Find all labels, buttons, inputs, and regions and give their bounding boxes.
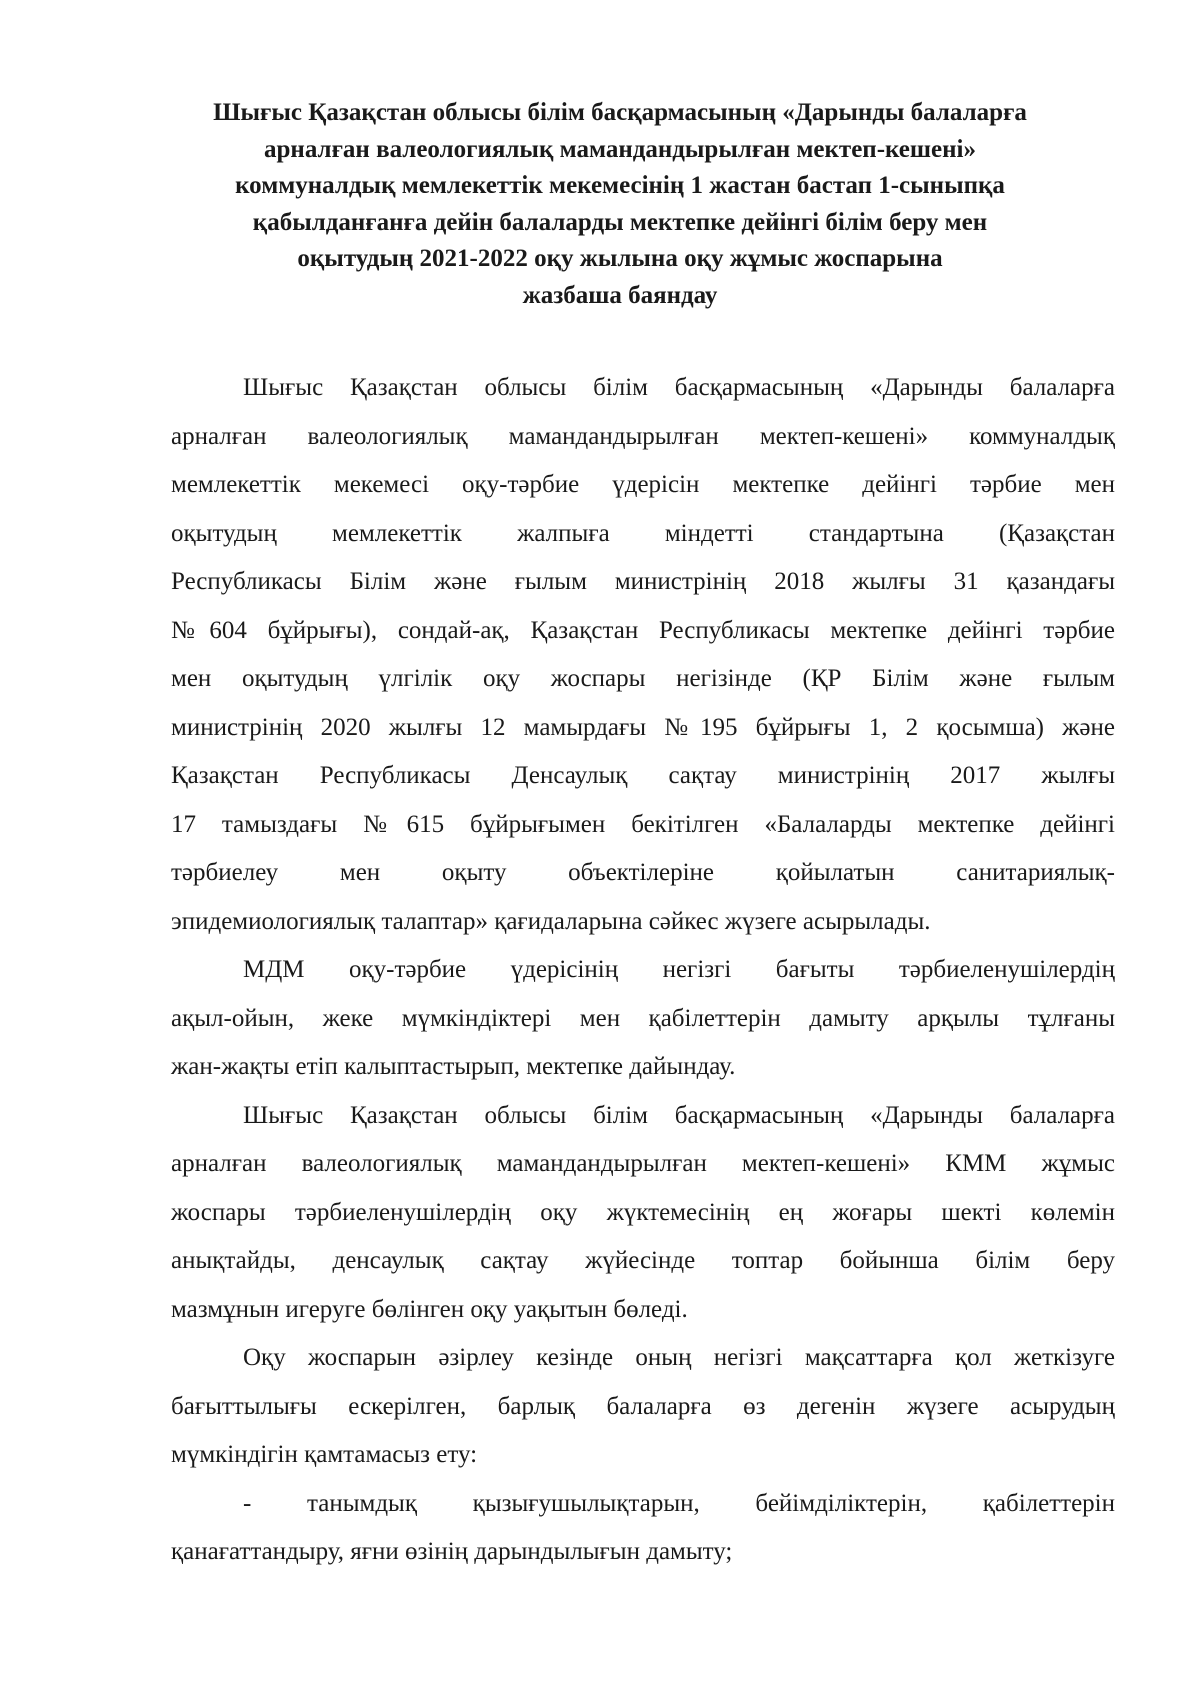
text-line: Қазақстан Республикасы Денсаулық сақтау министрінің 2017 жылғы — [171, 762, 1115, 789]
text-line: мен оқытудың үлгілік оқу жоспары негізінде (ҚР Білім және ғылым — [171, 665, 1115, 692]
text-line: бағыттылығы ескерілген, барлық балаларға өз дегенін жүзеге асырудың — [171, 1392, 1115, 1420]
title-line: коммуналдық мемлекеттік мекемесінің 1 жастан бастап 1-сыныпқа — [235, 172, 1005, 199]
text-line: жоспары тәрбиеленушілердің оқу жүктемесінің ең жоғары шекті көлемін — [171, 1198, 1115, 1226]
text-line: ақыл-ойын, жеке мүмкіндіктері мен қабілеттерін дамыту арқылы тұлғаны — [171, 1004, 1115, 1032]
text-line: жан-жақты етіп калыптастырып, мектепке дайындау. — [171, 1053, 736, 1080]
paragraph-main-direction — [171, 946, 1115, 1092]
text-line: министрінің 2020 жылғы 12 мамырдағы №195 бұйрығы 1, 2 қосымша) және — [171, 713, 1115, 741]
text-line: Оқу жоспарын әзірлеу кезінде оның негізгі мақсаттарға қол жеткізуге — [243, 1344, 1115, 1371]
document-title — [150, 95, 1090, 314]
text-line: мүмкіндігін қамтамасыз ету: — [171, 1441, 478, 1468]
text-line: тәрбиелеу мен оқыту объектілеріне қойылатын санитариялық- — [171, 859, 1115, 886]
list-item-bullet — [171, 1480, 1115, 1577]
text-line: мазмұнын игеруге бөлінген оқу уақытын бөледі. — [171, 1295, 688, 1323]
title-line: Шығыс Қазақстан облысы білім басқармасының «Дарынды балаларға — [213, 99, 1027, 126]
text-line: №604 бұйрығы), сондай-ақ, Қазақстан Республикасы мектепке дейінгі тәрбие — [171, 616, 1115, 644]
text-line: эпидемиологиялық талаптар» қағидаларына сәйкес жүзеге асырылады. — [171, 907, 931, 935]
title-line: жазбаша баяндау — [522, 281, 718, 309]
text-line: МДМ оқу-тәрбие үдерісінің негізгі бағыты тәрбиеленушілердің — [243, 956, 1115, 983]
text-line: Шығыс Қазақстан облысы білім басқармасының «Дарынды балаларға — [243, 1101, 1115, 1129]
title-line: арналған валеологиялық мамандандырылған мектеп-кешені» — [264, 135, 976, 163]
document-body — [171, 364, 1115, 1577]
text-line: арналған валеологиялық мамандандырылған мектеп-кешені» коммуналдық — [171, 422, 1115, 450]
paragraph-plan-development — [171, 1334, 1115, 1480]
text-line: оқытудың мемлекеттік жалпыға міндетті стандартына (Қазақстан — [171, 519, 1115, 547]
text-line: анықтайды, денсаулық сақтау жүйесінде топтар бойынша білім беру — [171, 1247, 1115, 1274]
text-line: 17 тамыздағы №615 бұйрығымен бекітілген «Балаларды мектепке дейінгі — [171, 810, 1115, 838]
text-line: мемлекеттік мекемесі оқу-тәрбие үдерісін мектепке дейінгі тәрбие мен — [171, 471, 1115, 498]
paragraph-legal-basis — [171, 364, 1115, 946]
title-line: оқытудың 2021-2022 оқу жылына оқу жұмыс жоспарына — [297, 245, 943, 272]
paragraph-work-plan — [171, 1092, 1115, 1335]
title-line: қабылданғанға дейін балаларды мектепке дейінгі білім беру мен — [252, 208, 988, 236]
text-line: Шығыс Қазақстан облысы білім басқармасының «Дарынды балаларға — [243, 374, 1115, 401]
text-line: Республикасы Білім және ғылым министрінің 2018 жылғы 31 қазандағы — [171, 568, 1115, 595]
text-line: қанағаттандыру, яғни өзінің дарындылығын дамыту; — [171, 1538, 733, 1565]
text-line: - танымдық қызығушылықтарын, бейімділіктерін, қабілеттерін — [243, 1489, 1115, 1517]
text-line: арналған валеологиялық мамандандырылған мектеп-кешені» КММ жұмыс — [171, 1150, 1115, 1177]
